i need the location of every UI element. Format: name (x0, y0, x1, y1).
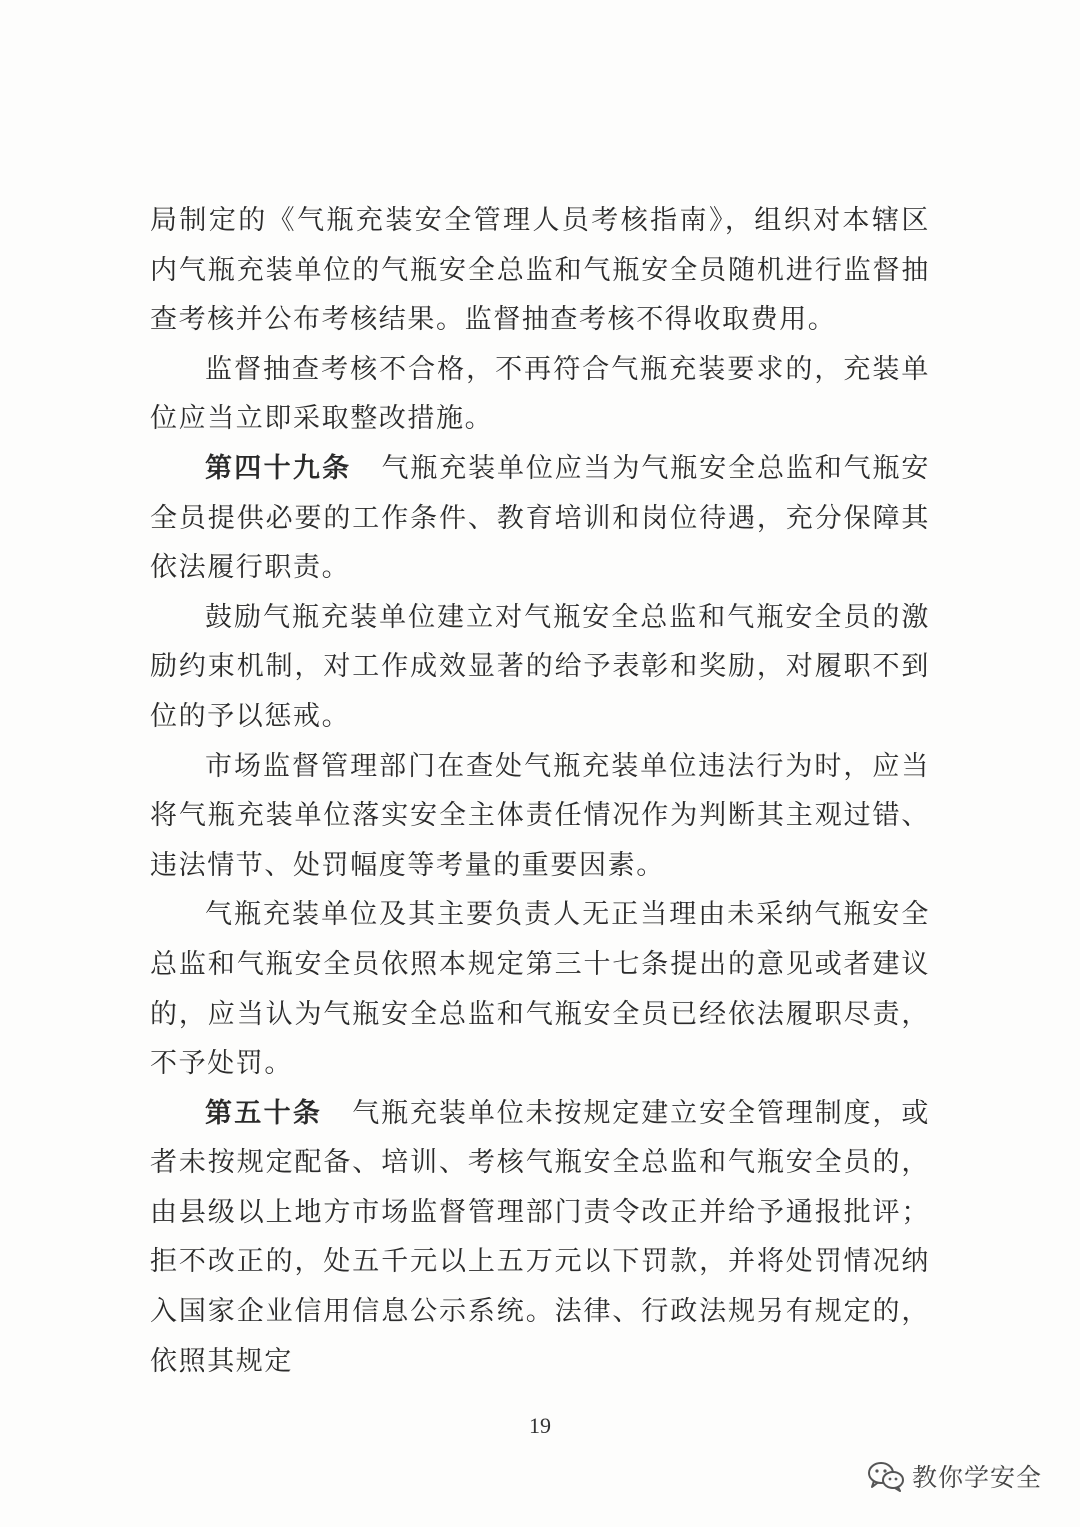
paragraph-text: 市场监督管理部门在查处气瓶充装单位违法行为时，应当将气瓶充装单位落实安全主体责任情况作为判断其主观过错、违法情节、处罚幅度等考量的重要因素。 (150, 750, 930, 881)
document-body (150, 196, 930, 1386)
article-heading: 第五十条 (205, 1097, 323, 1129)
paragraph (150, 345, 930, 444)
paragraph-text: 气瓶充装单位及其主要负责人无正当理由未采纳气瓶安全总监和气瓶安全员依照本规定第三十七条提出的意见或者建议的，应当认为气瓶安全总监和气瓶安全员已经依法履职尽责，不予处罚。 (150, 899, 930, 1080)
wechat-icon (866, 1460, 906, 1492)
paragraph-text: 局制定的《气瓶充装安全管理人员考核指南》，组织对本辖区内气瓶充装单位的气瓶安全总监和气瓶安全员随机进行监督抽查考核并公布考核结果。监督抽查考核不得收取费用。 (150, 205, 930, 336)
paragraph (150, 593, 930, 742)
paragraph-continuation (150, 196, 930, 345)
watermark (866, 1458, 1042, 1494)
paragraph-text: 监督抽查考核不合格，不再符合气瓶充装要求的，充装单位应当立即采取整改措施。 (150, 353, 930, 435)
paragraph-text: 鼓励气瓶充装单位建立对气瓶安全总监和气瓶安全员的激励约束机制，对工作成效显著的给予表彰和奖励，对履职不到位的予以惩戒。 (150, 601, 930, 732)
article-heading: 第四十九条 (205, 452, 352, 484)
paragraph (150, 742, 930, 891)
paragraph (150, 890, 930, 1088)
paragraph-text: 气瓶充装单位应当为气瓶安全总监和气瓶安全员提供必要的工作条件、教育培训和岗位待遇，充分保障其依法履行职责。 (150, 452, 930, 584)
watermark-text: 教你学安全 (912, 1463, 1043, 1492)
page-number: 19 (529, 1413, 551, 1438)
article-49 (150, 444, 930, 593)
article-50 (150, 1089, 930, 1387)
paragraph-text: 气瓶充装单位未按规定建立安全管理制度，或者未按规定配备、培训、考核气瓶安全总监和气瓶安全员的，由县级以上地方市场监督管理部门责令改正并给予通报批评；拒不改正的，处五千元以上五万元以下罚款，并将处罚情况纳入国家企业信用信息公示系统。法律、行政法规另有规定的，依照其规定 (150, 1097, 931, 1377)
